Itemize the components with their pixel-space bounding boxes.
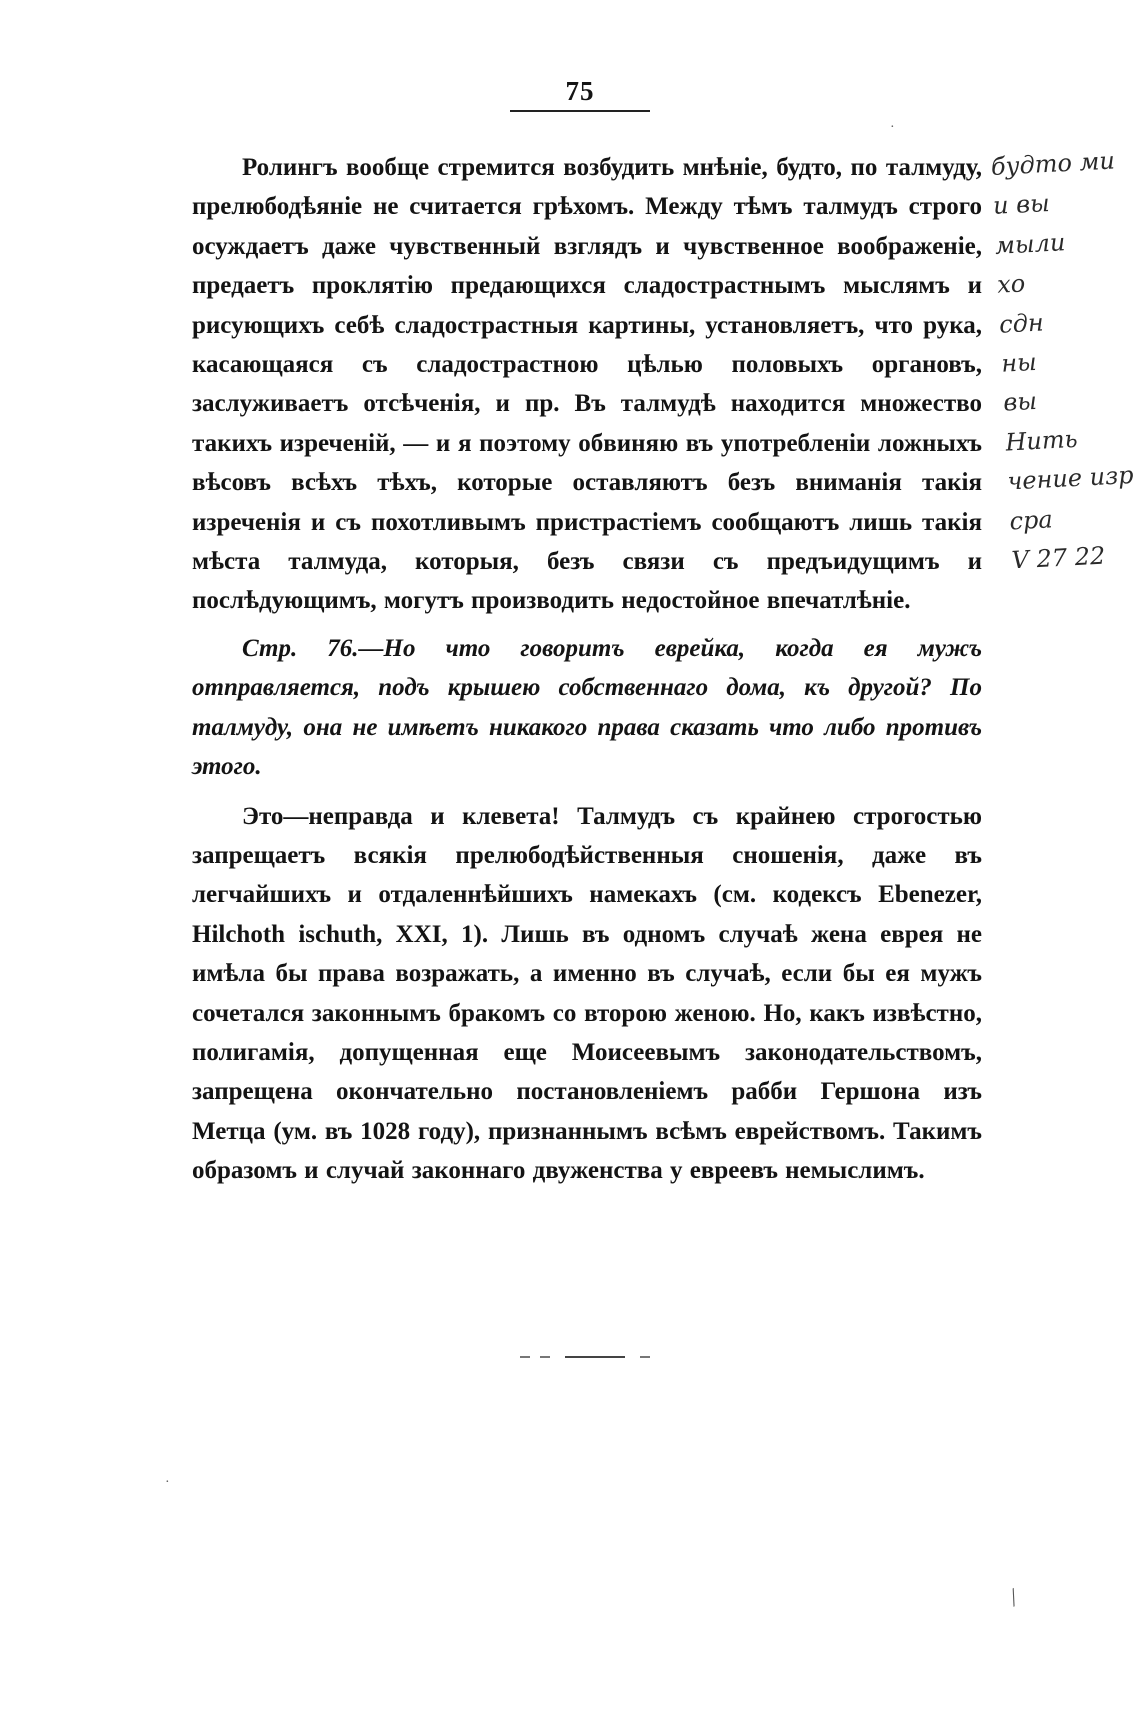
body-text [192,148,982,1191]
margin-note-line: V 27 22 [1010,541,1106,575]
paragraph-rebuttal-2: Это—неправда и клевета! Талмудъ съ крайнею строгостью запрещаетъ всякія прелюбодѣйственныя сношенія, даже въ легчайшихъ и отдаленнѣйшихъ намекахъ (см. кодексъ Ebenezer, Hilchoth ischuth, XXI, 1). Лишь въ одномъ случаѣ жена еврея не имѣла бы права возражать, а именно въ случаѣ, если бы ея мужъ сочетался законнымъ бракомъ со второю женою. Но, какъ извѣстно, полигамія, допущенная еще Моисеевымъ законодательствомъ, запрещена окончательно постановленіемъ рабби Гершона изъ Метца (ум. въ 1028 году), признаннымъ всѣмъ еврействомъ. Такимъ образомъ и случай законнаго двуженства у евреевъ немыслимъ. [192,802,982,1185]
margin-note-line: мыли [994,228,1066,260]
margin-note-line: сра [1008,504,1054,536]
paragraph-rebuttal-1: Ролингъ вообще стремится возбудить мнѣніе, будто, по талмуду, прелюбодѣяніе не считается грѣхомъ. Между тѣмъ талмудъ строго осуждаетъ даже чувственный взглядъ и чувственное воображеніе, предаетъ проклятію предающихся сладострастнымъ мыслямъ и рисующихъ себѣ сладострастныя картины, установляетъ, что рука, касающаяся съ сладострастною цѣлью половыхъ органовъ, заслуживаетъ отсѣченія, и пр. Въ талмудѣ находится множество такихъ изреченій, — и я поэтому обвиняю въ употребленіи ложныхъ вѣсовъ всѣхъ тѣхъ, которые оставляютъ безъ вниманія такія изреченія и съ похотливымъ пристрастіемъ сообщаютъ лишь такія мѣста талмуда, которыя, безъ связи съ предъидущимъ и послѣдующимъ, могутъ производить недостойное впечатлѣніе. [192,154,982,615]
margin-note-line: и вы [992,189,1051,221]
margin-note-line: сдн [998,308,1045,339]
margin-note-line: ны [1000,347,1038,378]
footer-dash [640,1356,650,1358]
page-number: 75 [565,76,595,106]
margin-note-line: вы [1002,387,1038,418]
footer-dash [520,1356,530,1358]
scan-speck: · [165,1475,170,1490]
header-rule [510,110,650,112]
paragraph-quoted-claim: Стр. 76.—Но что говоритъ еврейка, когда ея мужъ отправляется, подъ крышею собственнаго дома, къ другой? По талмуду, она не имѣетъ никакого права сказать что либо противъ этого. [192,634,982,781]
scan-speck: ╱ [1006,1589,1022,1608]
footer-dash [540,1356,550,1358]
margin-note-line: чение изр [1006,461,1135,496]
scan-speck: · [890,120,895,135]
margin-note-line: хо [996,269,1026,300]
handwritten-margin-notes [990,140,1140,580]
margin-note-line: Нить [1004,424,1079,457]
margin-note-line: будто ми [990,146,1116,181]
footer-rule [565,1356,625,1358]
